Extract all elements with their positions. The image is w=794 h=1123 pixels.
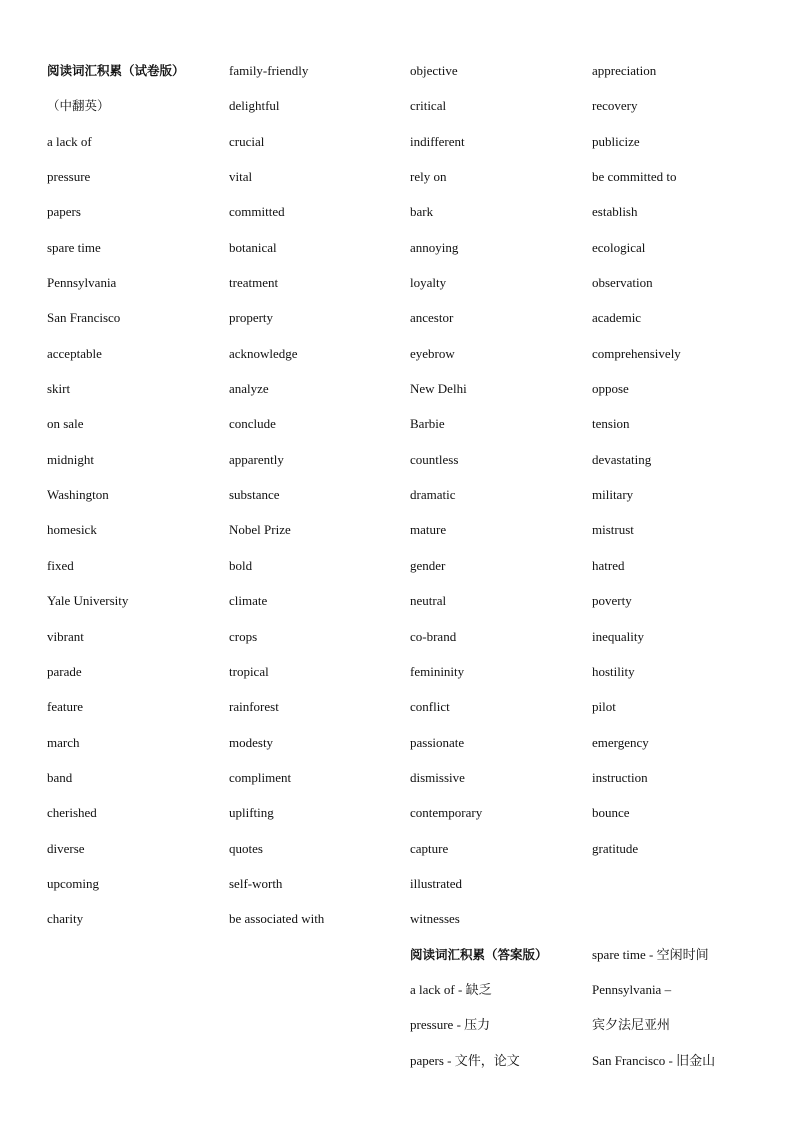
vocab-word: hatred	[592, 557, 625, 573]
vocab-word: inequality	[592, 628, 644, 644]
vocab-word: band	[47, 769, 73, 785]
answer-entry	[592, 977, 788, 1012]
vocab-word: a lack of	[47, 133, 92, 149]
vocab-word: establish	[592, 204, 638, 220]
answer-english: papers -	[410, 1052, 455, 1068]
vocab-word: recovery	[592, 98, 638, 114]
column-1	[47, 58, 223, 942]
vocab-word: rainforest	[229, 699, 279, 715]
vocab-word: on sale	[47, 416, 84, 432]
vocab-word: committed	[229, 204, 285, 220]
vocab-word: compliment	[229, 769, 292, 785]
vocab-word: annoying	[410, 239, 459, 255]
vocab-word: march	[47, 734, 80, 750]
vocab-word: gender	[410, 557, 446, 573]
vocab-word: eyebrow	[410, 345, 455, 361]
vocab-word: bark	[410, 204, 434, 220]
answer-entry	[592, 1048, 788, 1083]
vocab-word: Pennsylvania	[47, 275, 117, 291]
answer-entry	[410, 1012, 586, 1047]
vocab-word: crucial	[229, 133, 265, 149]
vocab-word: modesty	[229, 734, 274, 750]
answer-english: pressure -	[410, 1017, 465, 1033]
vocab-word: self-worth	[229, 875, 283, 891]
vocab-word: neutral	[410, 593, 447, 609]
answer-entry	[592, 1012, 788, 1047]
vocab-word: pilot	[592, 699, 616, 715]
vocab-word: femininity	[410, 663, 465, 679]
vocab-word: midnight	[47, 451, 94, 467]
answer-english: San Francisco -	[592, 1052, 677, 1068]
vocab-word: spare time	[47, 239, 101, 255]
vocab-word: analyze	[229, 381, 269, 397]
vocab-word: observation	[592, 275, 653, 291]
word-list-col4	[592, 58, 788, 871]
vocab-word: botanical	[229, 239, 277, 255]
vocab-word: passionate	[410, 734, 465, 750]
vocab-word: devastating	[592, 451, 652, 467]
vocab-word: contemporary	[410, 805, 483, 821]
vocab-word: rely on	[410, 169, 447, 185]
vocab-word: ecological	[592, 239, 646, 255]
vocab-word: loyalty	[410, 275, 447, 291]
answer-entry	[592, 942, 788, 977]
vocab-word: vibrant	[47, 628, 84, 644]
vocab-word: instruction	[592, 769, 648, 785]
vocab-word: parade	[47, 663, 82, 679]
vocab-word: objective	[410, 63, 458, 78]
vocab-word: Yale University	[47, 593, 129, 609]
vocab-word: publicize	[592, 133, 640, 149]
vocab-word: comprehensively	[592, 345, 681, 361]
word-list-col2	[229, 58, 405, 942]
vocab-word: fixed	[47, 557, 74, 573]
vocab-word: homesick	[47, 522, 97, 538]
vocab-word: critical	[410, 98, 447, 114]
vocab-word: Nobel Prize	[229, 522, 291, 538]
vocab-word: military	[592, 487, 634, 503]
vocab-word: bold	[229, 557, 253, 573]
vocab-word: bounce	[592, 805, 630, 821]
vocab-word: tropical	[229, 663, 269, 679]
vocab-word: tension	[592, 416, 630, 432]
vocab-word: charity	[47, 911, 84, 927]
answer-chinese: 压力	[464, 1018, 491, 1034]
vocab-word: academic	[592, 310, 642, 326]
vocab-word: dismissive	[410, 769, 465, 785]
vocab-word: gratitude	[592, 840, 639, 856]
vocab-word: be associated with	[229, 911, 325, 927]
vocab-word: crops	[229, 628, 258, 644]
vocab-word: appreciation	[592, 63, 657, 78]
vocab-word: skirt	[47, 381, 71, 397]
vocab-word: feature	[47, 699, 84, 715]
vocab-word: apparently	[229, 451, 284, 467]
vocab-word: hostility	[592, 663, 635, 679]
vocab-word: pressure	[47, 169, 91, 185]
subheading-cn-to-en: （中翻英）	[47, 98, 110, 114]
vocab-word: acceptable	[47, 345, 102, 361]
vocab-word: illustrated	[410, 875, 462, 891]
vocab-word: delightful	[229, 98, 280, 114]
vocab-word: New Delhi	[410, 381, 467, 397]
vocab-word: capture	[410, 840, 449, 856]
vocab-word: countless	[410, 451, 459, 467]
vocab-word: upcoming	[47, 875, 99, 891]
vocab-word: cherished	[47, 805, 97, 821]
vocab-word: acknowledge	[229, 345, 298, 361]
vocab-word: San Francisco	[47, 310, 121, 326]
answer-english: spare time -	[592, 946, 657, 962]
vocab-word: property	[229, 310, 274, 326]
answer-entry	[410, 1048, 586, 1083]
vocab-word: substance	[229, 487, 280, 503]
vocab-word: vital	[229, 169, 253, 185]
column-4	[592, 58, 788, 1083]
vocab-word: mistrust	[592, 522, 634, 538]
vocab-word: indifferent	[410, 133, 465, 149]
vocab-word: emergency	[592, 734, 649, 750]
heading-answer-version: 阅读词汇积累（答案版）	[410, 946, 548, 962]
vocab-word: poverty	[592, 593, 632, 609]
vocab-word: conflict	[410, 699, 450, 715]
answer-chinese: 宾夕法尼亚州	[592, 1018, 671, 1034]
vocab-word: quotes	[229, 840, 263, 856]
column-2	[229, 58, 405, 942]
answer-chinese: 文件，论文	[454, 1053, 520, 1069]
answer-chinese: 空闲时间	[656, 947, 709, 963]
column-3	[410, 58, 586, 1083]
vocab-word: witnesses	[410, 911, 460, 927]
vocab-word: climate	[229, 593, 268, 609]
answer-entry	[410, 977, 586, 1012]
vocab-word: co-brand	[410, 628, 457, 644]
vocab-word: be committed to	[592, 169, 677, 185]
answer-list-col4	[592, 871, 788, 1083]
answer-chinese: 缺乏	[465, 982, 492, 998]
answer-english: Pennsylvania –	[592, 981, 672, 997]
vocab-word: papers	[47, 204, 81, 220]
row-spacer	[592, 906, 788, 941]
answer-english: a lack of -	[410, 981, 466, 997]
vocab-word: treatment	[229, 275, 279, 291]
answer-chinese: 旧金山	[676, 1053, 716, 1069]
vocab-word: Washington	[47, 487, 109, 503]
answer-list-col3	[410, 977, 586, 1083]
vocab-word: Barbie	[410, 416, 445, 432]
vocab-word: mature	[410, 522, 447, 538]
row-spacer	[592, 871, 788, 906]
vocab-word: diverse	[47, 840, 85, 856]
vocab-word: uplifting	[229, 805, 274, 821]
vocab-word: dramatic	[410, 487, 456, 503]
vocab-word: oppose	[592, 381, 629, 397]
vocab-word: ancestor	[410, 310, 454, 326]
vocab-word: family-friendly	[229, 63, 309, 78]
heading-test-version: 阅读词汇积累（试卷版）	[47, 63, 185, 78]
word-list-col3	[410, 58, 586, 942]
vocab-word: conclude	[229, 416, 276, 432]
word-list-col1	[47, 129, 223, 942]
